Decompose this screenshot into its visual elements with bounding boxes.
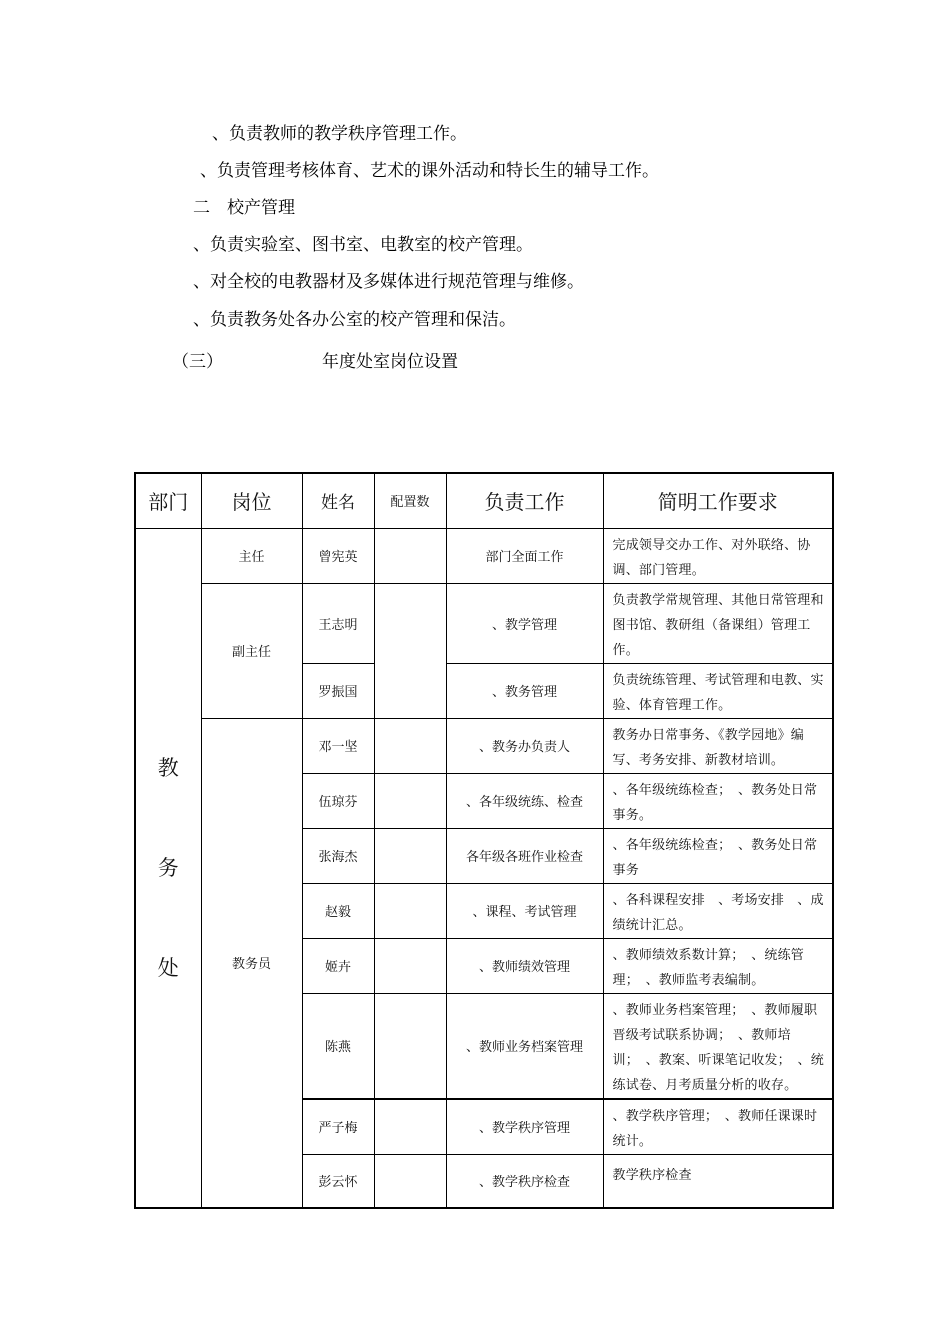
name-cell: 张海杰: [302, 828, 374, 883]
table-row: [135, 718, 833, 773]
requirement-cell: 教学秩序检查: [603, 1154, 833, 1208]
duty-cell: 各年级各班作业检查: [446, 828, 603, 883]
requirement-cell: 、各年级统练检查； 、教务处日常事务。: [603, 773, 833, 828]
position-table: [134, 472, 834, 1209]
requirement-cell: 、各年级统练检查； 、教务处日常事务: [603, 828, 833, 883]
position-cell: 主任: [201, 528, 302, 583]
intro-line: 、对全校的电教器材及多媒体进行规范管理与维修。: [193, 272, 584, 292]
name-cell: 彭云怀: [302, 1154, 374, 1208]
duty-cell: 、教学秩序检查: [446, 1154, 603, 1208]
header-name: 姓名: [302, 473, 374, 528]
name-cell: 伍琼芬: [302, 773, 374, 828]
duty-cell: 、教学秩序管理: [446, 1099, 603, 1155]
requirement-cell: 教务办日常事务、《教学园地》编写、考务安排、新教材培训。: [603, 718, 833, 773]
intro-line: 、负责教师的教学秩序管理工作。: [212, 124, 467, 144]
name-cell: 陈燕: [302, 993, 374, 1099]
count-cell: [374, 528, 446, 583]
duty-cell: 、教务办负责人: [446, 718, 603, 773]
department-char: 务: [157, 855, 179, 880]
section-heading-assets: 二 校产管理: [193, 198, 295, 218]
requirement-cell: 、教师绩效系数计算； 、统练管理； 、教师监考表编制。: [603, 938, 833, 993]
count-cell: [374, 828, 446, 883]
table-header-row: [135, 473, 833, 528]
name-cell: 赵毅: [302, 883, 374, 938]
count-cell: [374, 1154, 446, 1208]
duty-cell: 部门全面工作: [446, 528, 603, 583]
requirement-cell: 负责教学常规管理、其他日常管理和图书馆、教研组（备课组）管理工作。: [603, 583, 833, 663]
count-cell: [374, 993, 446, 1099]
duty-cell: 、教务管理: [446, 663, 603, 718]
position-cell: 教务员: [201, 718, 302, 1208]
name-cell: 严子梅: [302, 1099, 374, 1155]
intro-line: 、负责教务处各办公室的校产管理和保洁。: [193, 310, 516, 330]
duty-cell: 、各年级统练、检查: [446, 773, 603, 828]
header-count: 配置数: [374, 473, 446, 528]
duty-cell: 、教师绩效管理: [446, 938, 603, 993]
header-duty: 负责工作: [446, 473, 603, 528]
position-cell: 副主任: [201, 583, 302, 718]
header-requirement: 简明工作要求: [603, 473, 833, 528]
section-title: 年度处室岗位设置: [322, 352, 458, 372]
department-cell: [135, 528, 201, 1208]
header-department: 部门: [135, 473, 201, 528]
header-position: 岗位: [201, 473, 302, 528]
intro-line: 、负责管理考核体育、艺术的课外活动和特长生的辅导工作。: [200, 161, 659, 181]
count-cell: [374, 883, 446, 938]
name-cell: 曾宪英: [302, 528, 374, 583]
requirement-cell: 完成领导交办工作、对外联络、协调、部门管理。: [603, 528, 833, 583]
count-cell: [374, 718, 446, 773]
duty-cell: 、教师业务档案管理: [446, 993, 603, 1099]
name-cell: 王志明: [302, 583, 374, 663]
requirement-cell: 、各科课程安排 、考场安排 、成绩统计汇总。: [603, 883, 833, 938]
department-char: 教: [157, 755, 179, 780]
requirement-cell: 负责统练管理、考试管理和电教、实验、体育管理工作。: [603, 663, 833, 718]
name-cell: 罗振国: [302, 663, 374, 718]
count-cell: [374, 1099, 446, 1155]
name-cell: 姬卉: [302, 938, 374, 993]
table-row: [135, 583, 833, 663]
count-cell: [374, 583, 446, 718]
duty-cell: 、教学管理: [446, 583, 603, 663]
section-number: （三）: [172, 352, 223, 372]
name-cell: 邓一坚: [302, 718, 374, 773]
department-char: 处: [157, 955, 179, 980]
requirement-cell: 、教师业务档案管理； 、教师履职晋级考试联系协调； 、教师培训； 、教案、听课笔记收发； 、统练试卷、月考质量分析的收存。: [603, 993, 833, 1099]
count-cell: [374, 773, 446, 828]
table-row: [135, 528, 833, 583]
intro-line: 、负责实验室、图书室、电教室的校产管理。: [193, 235, 533, 255]
requirement-cell: 、教学秩序管理； 、教师任课课时统计。: [603, 1099, 833, 1155]
count-cell: [374, 938, 446, 993]
duty-cell: 、课程、考试管理: [446, 883, 603, 938]
